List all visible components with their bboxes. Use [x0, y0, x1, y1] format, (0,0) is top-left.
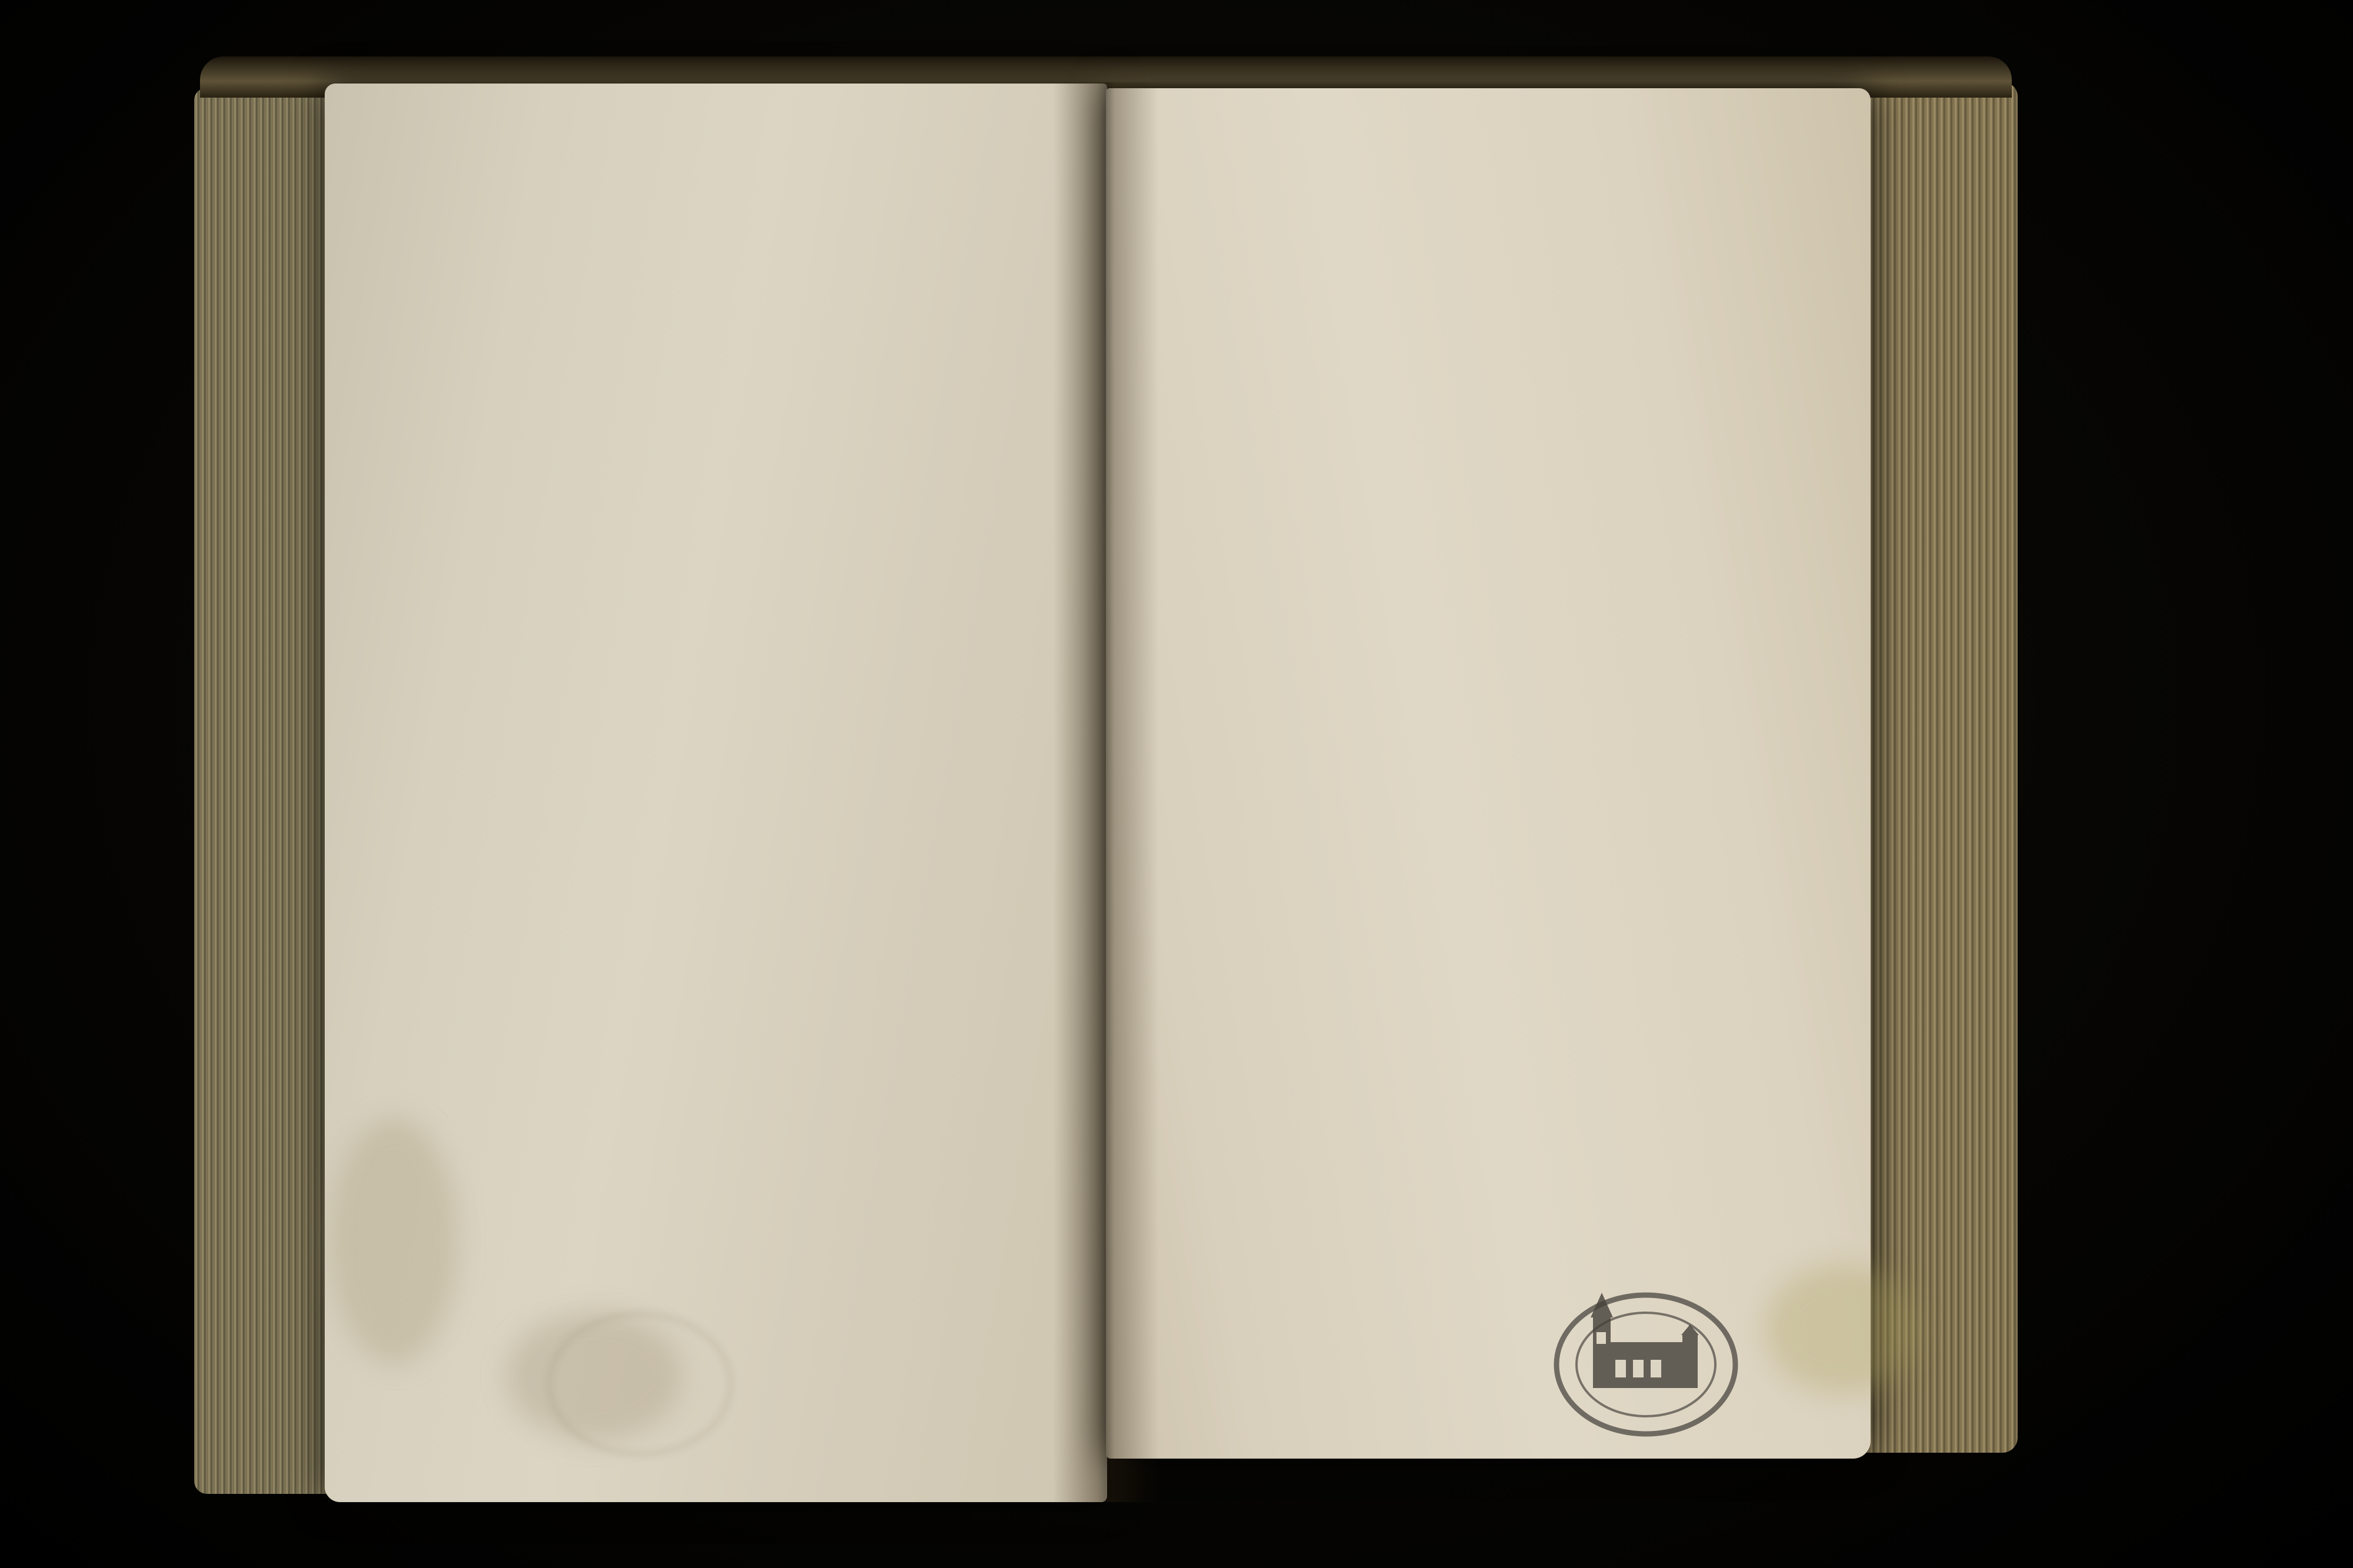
church-icon — [1591, 1293, 1699, 1388]
diocese-archive-stamp — [1534, 1276, 1758, 1453]
stamp-ghost — [547, 1312, 733, 1456]
